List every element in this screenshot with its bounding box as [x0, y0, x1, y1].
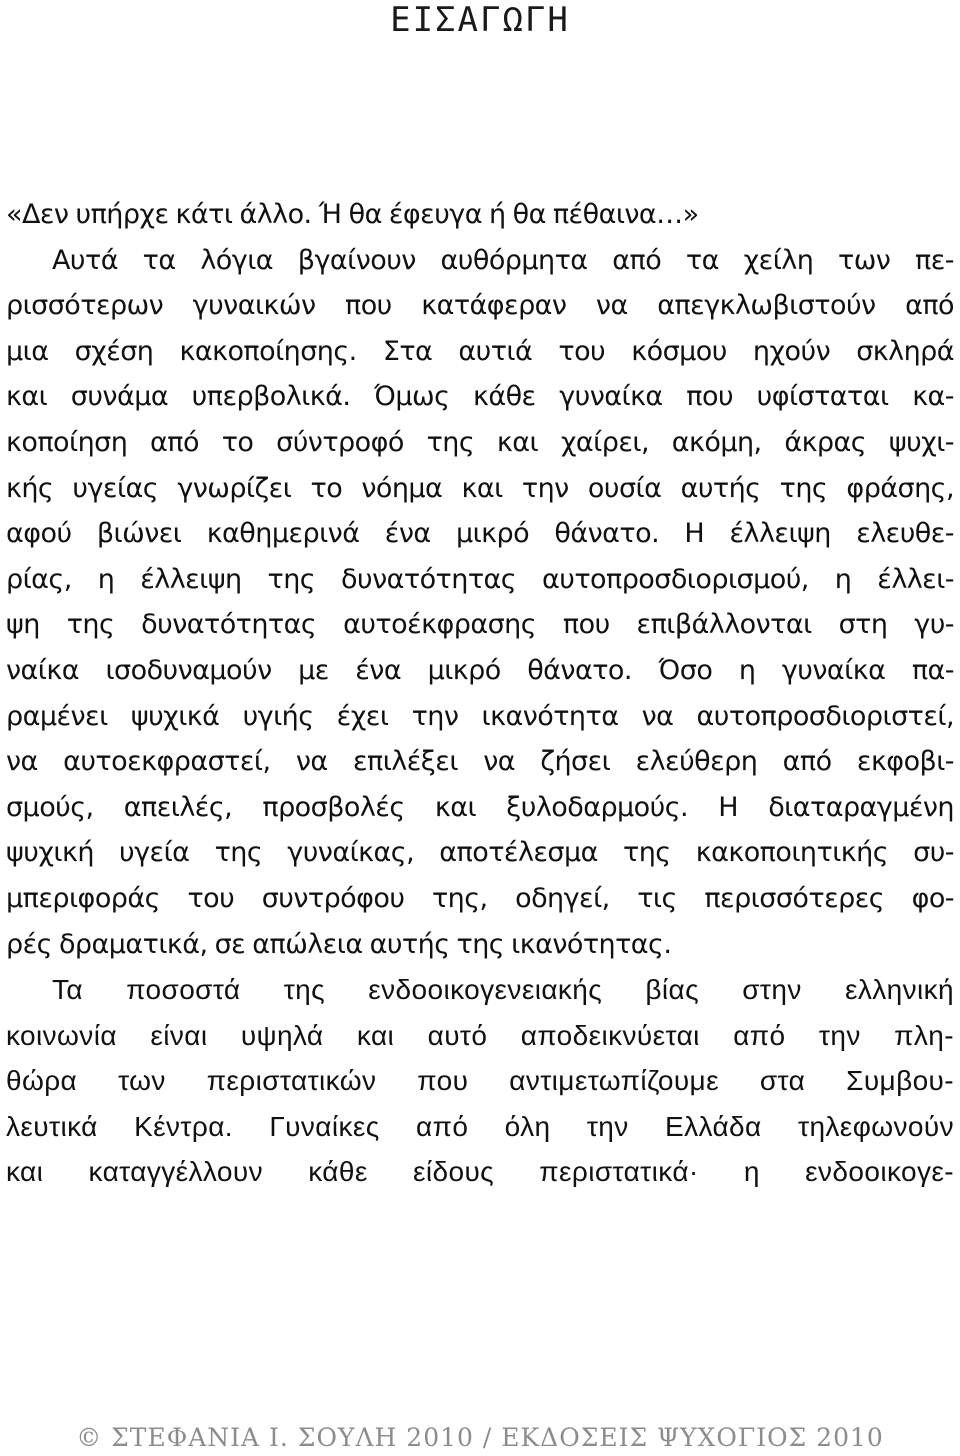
paragraph-2 — [6, 967, 954, 1195]
text-line: κοποίηση από το σύντροφό της και χαίρει, ακόμη, άκρας ψυχι- — [6, 426, 954, 458]
text-line: ρισσότερων γυναικών που κατάφεραν να απεγκλωβιστούν από — [6, 290, 954, 322]
text-line: και συνάμα υπερβολικά. Όμως κάθε γυναίκα που υφίσταται κα- — [6, 381, 954, 413]
text-line: ναίκα ισοδυναμούν με ένα μικρό θάνατο. Όσο η γυναίκα πα- — [6, 654, 954, 686]
text-line: μπεριφοράς του συντρόφου της, οδηγεί, τις περισσότερες φο- — [6, 882, 954, 914]
copyright-footer: © ΣΤΕΦΑΝΙΑ Ι. ΣΟΥΛΗ 2010 / ΕΚΔΟΣΕΙΣ ΨΥΧΟΓΙΟΣ 2010 — [76, 1423, 884, 1452]
text-line: «Δεν υπήρχε κάτι άλλο. Ή θα έφευγα ή θα πέθαινα…» — [6, 199, 699, 230]
body-text — [6, 192, 954, 1195]
paragraph-1 — [6, 192, 954, 967]
text-line: μια σχέση κακοποίησης. Στα αυτιά του κόσμου ηχούν σκληρά — [6, 335, 954, 367]
text-line: αφού βιώνει καθημερινά ένα μικρό θάνατο. Η έλλειψη ελευθε- — [6, 518, 954, 550]
text-line: και καταγγέλλουν κάθε είδους περιστατικά· η ενδοοικογε- — [6, 1156, 954, 1188]
text-line: ψυχική υγεία της γυναίκας, αποτέλεσμα της κακοποιητικής συ- — [6, 837, 954, 869]
text-line: κοινωνία είναι υψηλά και αυτό αποδεικνύεται από την πλη- — [6, 1019, 954, 1051]
text-line: να αυτοεκφραστεί, να επιλέξει να ζήσει ελεύθερη από εκφοβι- — [6, 746, 954, 778]
text-line: θώρα των περιστατικών που αντιμετωπίζουμε στα Συμβου- — [6, 1065, 954, 1097]
text-line: κής υγείας γνωρίζει το νόημα και την ουσία αυτής της φράσης, — [6, 472, 954, 504]
text-line: λευτικά Κέντρα. Γυναίκες από όλη την Ελλάδα τηλεφωνούν — [6, 1110, 954, 1142]
page-title: ΕΙΣΑΓΩΓΗ — [390, 0, 570, 40]
text-line: Αυτά τα λόγια βγαίνουν αυθόρμητα από τα χείλη των πε- — [52, 244, 954, 276]
text-line: ρές δραματικά, σε απώλεια αυτής της ικανότητας. — [6, 928, 672, 960]
text-line: ρίας, η έλλειψη της δυνατότητας αυτοπροσδιορισμού, η έλλει- — [6, 563, 954, 595]
text-line: Τα ποσοστά της ενδοοικογενειακής βίας στην ελληνική — [52, 974, 954, 1006]
text-line: ψη της δυνατότητας αυτοέκφρασης που επιβάλλονται στη γυ- — [6, 609, 954, 641]
text-line: ραμένει ψυχικά υγιής έχει την ικανότητα να αυτοπροσδιοριστεί, — [6, 700, 954, 732]
text-line: σμούς, απειλές, προσβολές και ξυλοδαρμούς. Η διαταραγμένη — [6, 791, 954, 823]
